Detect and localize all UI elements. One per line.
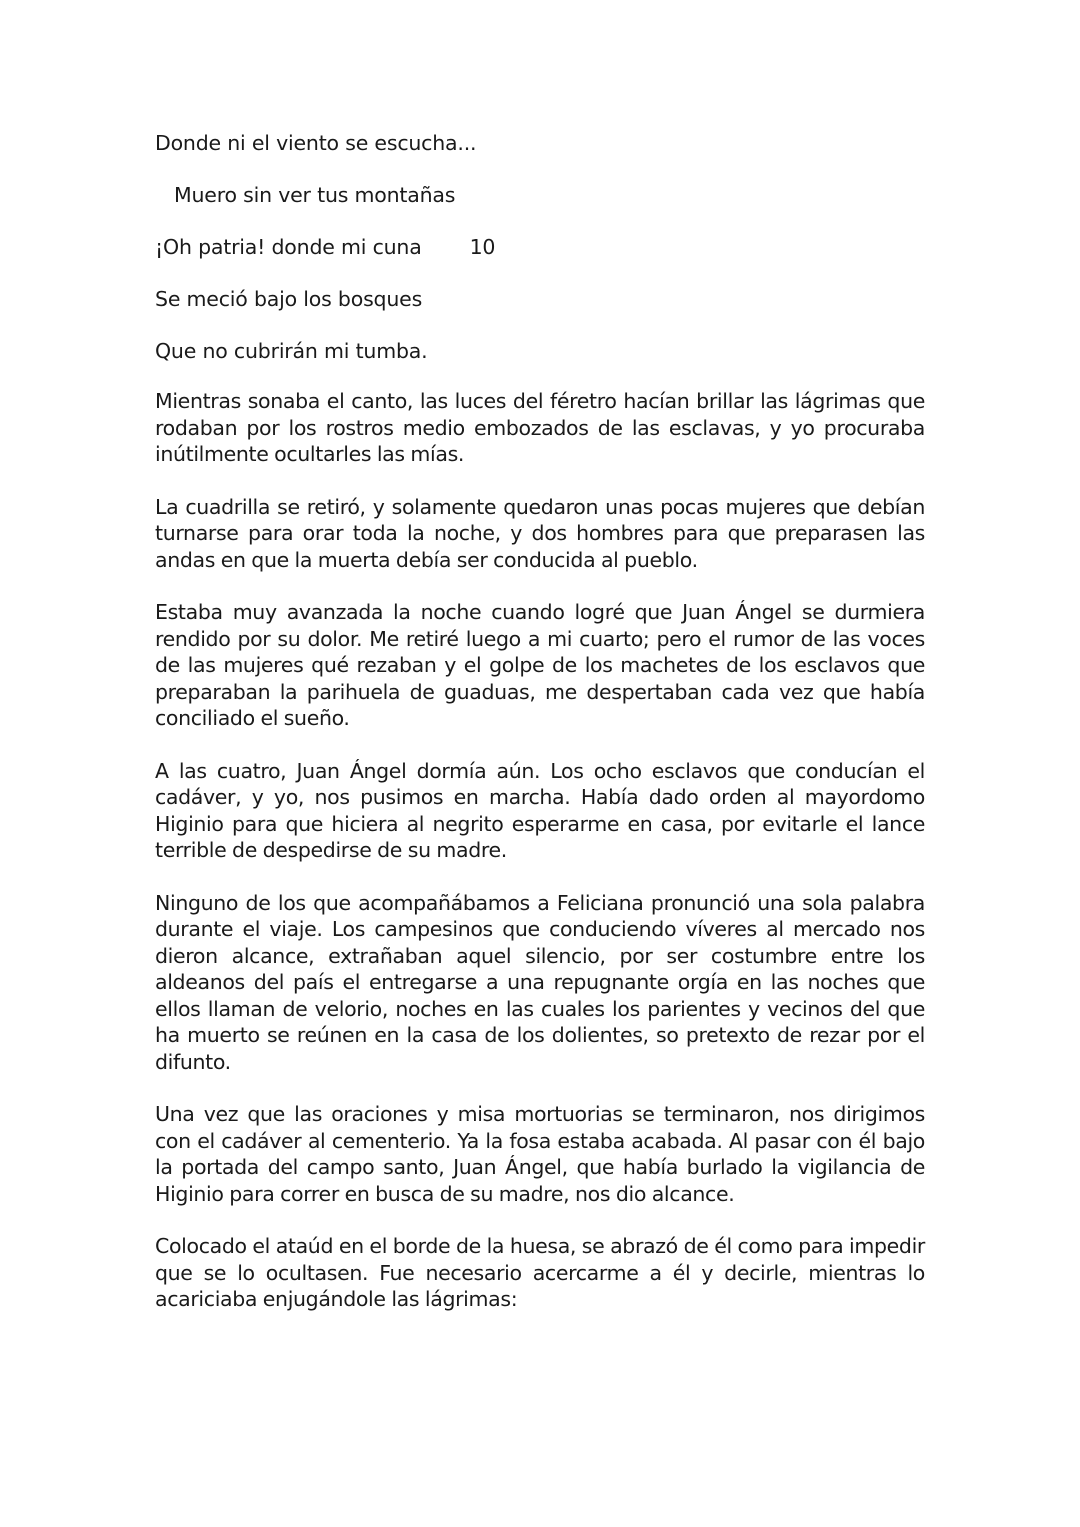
paragraph: La cuadrilla se retiró, y solamente quedaron unas pocas mujeres que debían turnarse para orar toda la noche, y dos hombres para que preparasen las andas en que la muerta debía ser conducida al pueblo. bbox=[155, 494, 925, 572]
line-number: 10 bbox=[469, 235, 496, 259]
paragraph: A las cuatro, Juan Ángel dormía aún. Los ocho esclavos que conducían el cadáver, y yo, nos pusimos en marcha. Había dado orden al mayordomo Higinio para que hiciera al negrito esperarme en casa, por evitarle el lance terrible de despedirse de su madre. bbox=[155, 758, 925, 862]
paragraph: Estaba muy avanzada la noche cuando logré que Juan Ángel se durmiera rendido por su dolor. Me retiré luego a mi cuarto; pero el rumor de las voces de las mujeres qué rezaban y el golpe de los machetes de los esclavos que preparaban la parihuela de guaduas, me despertaban cada vez que había conciliado el sueño. bbox=[155, 600, 925, 730]
document-page bbox=[155, 128, 925, 1339]
poem-line-numbered bbox=[155, 232, 925, 262]
poem-line-text: ¡Oh patria! donde mi cuna bbox=[155, 235, 422, 259]
poem-line: Donde ni el viento se escucha... bbox=[155, 131, 477, 155]
poem-line: Muero sin ver tus montañas bbox=[174, 183, 456, 207]
paragraph: Colocado el ataúd en el borde de la huesa, se abrazó de él como para impedir que se lo ocultasen. Fue necesario acercarme a él y decirle, mientras lo acariciaba enjugándole las lágrimas: bbox=[155, 1234, 925, 1311]
poem-line: Que no cubrirán mi tumba. bbox=[155, 339, 428, 363]
poem-line: Se meció bajo los bosques bbox=[155, 287, 423, 311]
paragraph: Mientras sonaba el canto, las luces del féretro hacían brillar las lágrimas que rodaban por los rostros medio embozados de las esclavas, y yo procuraba inútilmente ocultarles las mías. bbox=[155, 389, 925, 466]
paragraph: Una vez que las oraciones y misa mortuorias se terminaron, nos dirigimos con el cadáver al cementerio. Ya la fosa estaba acabada. Al pasar con él bajo la portada del campo santo, Juan Ángel, que había burlado la vigilancia de Higinio para correr en busca de su madre, nos dio alcance. bbox=[155, 1102, 925, 1206]
paragraph: Ninguno de los que acompañábamos a Feliciana pronunció una sola palabra durante el viaje. Los campesinos que conduciendo víveres al mercado nos dieron alcance, extrañaban aquel silencio, por ser costumbre entre los aldeanos del país el entregarse a una repugnante orgía en las noches que ellos llaman de velorio, noches en las cuales los parientes y vecinos del que ha muerto se reúnen en la casa de los dolientes, so pretexto de rezar por el difunto. bbox=[155, 890, 925, 1074]
poem-stanza bbox=[155, 128, 925, 366]
